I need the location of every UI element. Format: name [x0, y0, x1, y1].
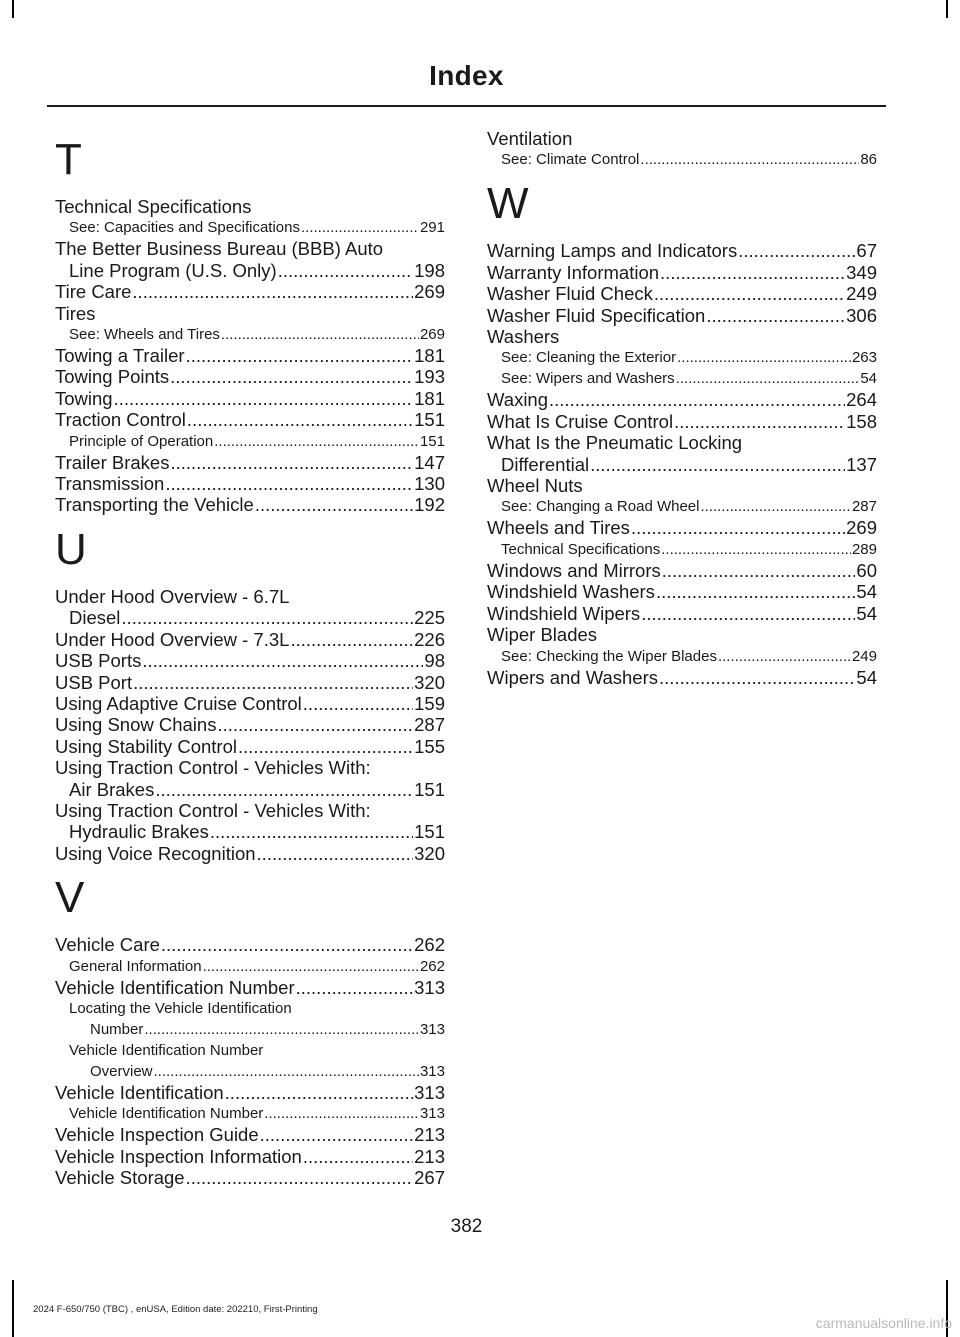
crop-mark-top-right — [946, 0, 948, 18]
page-ref[interactable]: 349 — [846, 261, 877, 283]
entry-text: Vehicle Inspection Information — [55, 1145, 302, 1167]
entry-first-line: What Is the Pneumatic Locking — [487, 432, 743, 454]
index-entry[interactable] — [487, 560, 877, 581]
index-entry[interactable] — [55, 388, 445, 409]
index-entry[interactable] — [55, 714, 445, 735]
page-ref[interactable]: 262 — [414, 934, 445, 956]
entry-line — [55, 409, 445, 430]
section-letter: W — [487, 179, 529, 229]
index-subentry[interactable] — [55, 998, 445, 1040]
dot-leader — [221, 324, 419, 345]
dot-leader — [165, 473, 413, 494]
index-subentry[interactable] — [487, 539, 877, 560]
crop-mark-top-left — [12, 0, 14, 18]
entry-text: Warranty Information — [487, 261, 660, 283]
title-rule — [47, 105, 886, 107]
index-entry[interactable] — [487, 603, 877, 624]
entry-line — [69, 431, 445, 452]
entry-text: Tires — [55, 302, 96, 324]
entry-line — [55, 736, 445, 757]
index-entry[interactable] — [487, 475, 877, 496]
entry-first-line: Using Traction Control - Vehicles With: — [55, 757, 371, 779]
index-entry[interactable] — [487, 624, 877, 645]
index-entry[interactable] — [487, 667, 877, 688]
dot-leader — [225, 1082, 413, 1103]
dot-leader — [290, 629, 413, 650]
entry-line — [55, 345, 445, 366]
entry-text: Vehicle Identification Number — [69, 1105, 264, 1123]
page-ref[interactable]: 313 — [419, 1105, 445, 1123]
entry-text: USB Port — [55, 671, 133, 693]
index-entry[interactable] — [55, 1146, 445, 1167]
entry-text: Washer Fluid Check — [487, 283, 653, 305]
page-ref[interactable]: 193 — [414, 366, 445, 388]
entry-line — [487, 560, 877, 581]
entry-line — [487, 283, 877, 304]
index-entry[interactable] — [487, 517, 877, 538]
index-entry[interactable] — [487, 305, 877, 326]
page-ref[interactable]: 158 — [846, 410, 877, 432]
dot-leader — [677, 347, 851, 368]
entry-line — [55, 452, 445, 473]
index-entry[interactable] — [55, 473, 445, 494]
index-entry[interactable] — [55, 409, 445, 430]
entry-line — [487, 581, 877, 602]
index-entry[interactable] — [55, 281, 445, 302]
index-subentry[interactable] — [487, 646, 877, 667]
page-ref[interactable]: 155 — [414, 735, 445, 757]
dot-leader — [674, 411, 845, 432]
entry-text: Warning Lamps and Indicators — [487, 240, 738, 262]
page-ref[interactable]: 98 — [424, 650, 445, 672]
index-entry[interactable] — [55, 238, 445, 281]
entry-line — [487, 262, 877, 283]
dot-leader — [676, 368, 860, 389]
index-entry[interactable] — [55, 366, 445, 387]
entry-text: Air Brakes — [69, 778, 155, 800]
page-ref[interactable]: 198 — [414, 259, 445, 281]
page-ref[interactable]: 306 — [846, 304, 877, 326]
index-entry[interactable] — [55, 757, 445, 800]
entry-text: Number — [90, 1020, 144, 1038]
page-ref[interactable]: 151 — [419, 432, 445, 450]
index-entry[interactable] — [55, 843, 445, 864]
entry-line — [55, 779, 445, 800]
index-subentry[interactable] — [487, 347, 877, 368]
entry-line — [55, 934, 445, 955]
entry-text: Hydraulic Brakes — [69, 821, 209, 843]
entry-line — [487, 517, 877, 538]
index-entry[interactable] — [55, 345, 445, 366]
dot-leader — [738, 240, 855, 261]
dot-leader — [549, 389, 845, 410]
page-ref[interactable]: 320 — [414, 842, 445, 864]
entry-line — [487, 624, 877, 645]
dot-leader — [303, 1146, 413, 1167]
entry-text: Towing a Trailer — [55, 345, 185, 367]
index-entry[interactable] — [55, 1124, 445, 1145]
dot-leader — [296, 977, 414, 998]
entry-line — [55, 473, 445, 494]
dot-leader — [661, 539, 851, 560]
dot-leader — [161, 934, 413, 955]
page-ref[interactable]: 159 — [414, 692, 445, 714]
page-ref[interactable]: 192 — [414, 494, 445, 516]
index-subentry[interactable] — [487, 149, 877, 170]
index-entry[interactable] — [487, 326, 877, 347]
dot-leader — [264, 1103, 419, 1124]
dot-leader — [260, 1124, 413, 1145]
page-ref[interactable]: 320 — [414, 671, 445, 693]
entry-first-line: The Better Business Bureau (BBB) Auto — [55, 238, 384, 260]
page-ref[interactable]: 130 — [414, 473, 445, 495]
index-entry[interactable] — [55, 1167, 445, 1188]
entry-text: Traction Control — [55, 409, 186, 431]
dot-leader — [659, 667, 855, 688]
index-subentry[interactable] — [55, 431, 445, 452]
entry-line — [55, 366, 445, 387]
page-ref[interactable]: 291 — [419, 219, 445, 237]
index-entry[interactable] — [55, 693, 445, 714]
index-entry[interactable] — [487, 240, 877, 261]
entry-text: Using Adaptive Cruise Control — [55, 692, 302, 714]
entry-text: Tire Care — [55, 281, 132, 303]
page-ref[interactable]: 269 — [414, 281, 445, 303]
index-entry[interactable] — [487, 262, 877, 283]
entry-text: What Is Cruise Control — [487, 410, 674, 432]
index-entry[interactable] — [55, 934, 445, 955]
entry-line — [487, 326, 877, 347]
dot-leader — [114, 388, 414, 409]
page-ref[interactable]: 213 — [414, 1145, 445, 1167]
index-entry[interactable] — [55, 736, 445, 757]
dot-leader — [155, 779, 413, 800]
entry-text: Wheel Nuts — [487, 475, 583, 497]
page-ref[interactable]: 262 — [419, 957, 445, 975]
edition-footer: 2024 F-650/750 (TBC) , enUSA, Edition date: 202210, First-Printing — [33, 1304, 318, 1315]
entry-text: Using Voice Recognition — [55, 842, 256, 864]
index-entry[interactable] — [55, 586, 445, 629]
index-entry[interactable] — [55, 494, 445, 515]
entry-text: See: Wheels and Tires — [69, 326, 220, 344]
entry-line — [69, 1019, 445, 1040]
entry-text: Technical Specifications — [55, 196, 252, 217]
entry-line — [501, 368, 877, 389]
entry-first-line: Vehicle Identification Number — [69, 1041, 264, 1059]
entry-line — [55, 196, 445, 217]
entry-line — [55, 303, 445, 324]
dot-leader — [133, 672, 413, 693]
dot-leader — [700, 496, 851, 517]
dot-leader — [660, 262, 845, 283]
page-title: Index — [429, 60, 504, 91]
index-entry[interactable] — [55, 800, 445, 843]
dot-leader — [214, 431, 419, 452]
entry-text: Waxing — [487, 389, 549, 411]
dot-leader — [154, 1061, 419, 1082]
entry-line — [487, 240, 877, 261]
entry-text: Windows and Mirrors — [487, 559, 661, 581]
page-ref[interactable]: 67 — [856, 240, 877, 262]
page-ref[interactable]: 269 — [419, 326, 445, 344]
index-entry[interactable] — [55, 977, 445, 998]
index-entry[interactable] — [487, 389, 877, 410]
index-entry[interactable] — [487, 411, 877, 432]
entry-line — [487, 305, 877, 326]
entry-text: Overview — [90, 1062, 153, 1080]
entry-line — [55, 650, 445, 671]
entry-text: See: Cleaning the Exterior — [501, 349, 677, 367]
entry-line — [501, 646, 877, 667]
page-ref[interactable]: 151 — [414, 778, 445, 800]
entry-text: Windshield Washers — [487, 581, 655, 603]
dot-leader — [186, 1167, 414, 1188]
dot-leader — [662, 560, 856, 581]
entry-line — [55, 388, 445, 409]
dot-leader — [718, 646, 851, 667]
entry-line — [69, 324, 445, 345]
dot-leader — [187, 409, 413, 430]
entry-line — [69, 1103, 445, 1124]
dot-leader — [142, 650, 423, 671]
page-ref[interactable]: 263 — [851, 349, 877, 367]
entry-text: Technical Specifications — [501, 540, 661, 558]
index-subentry[interactable] — [55, 217, 445, 238]
entry-line — [55, 260, 445, 281]
index-entry[interactable] — [55, 452, 445, 473]
page-ref[interactable]: 267 — [414, 1167, 445, 1189]
dot-leader — [217, 714, 413, 735]
index-subentry[interactable] — [487, 496, 877, 517]
entry-text: Transmission — [55, 473, 165, 495]
page-ref[interactable]: 313 — [414, 976, 445, 998]
dot-leader — [238, 736, 413, 757]
entry-line — [55, 693, 445, 714]
dot-leader — [210, 821, 413, 842]
page-ref[interactable]: 181 — [414, 345, 445, 367]
entry-line — [55, 629, 445, 650]
entry-line — [501, 149, 877, 170]
page-ref[interactable]: 137 — [846, 453, 877, 475]
entry-text: Vehicle Identification Number — [55, 976, 295, 998]
dot-leader — [656, 581, 855, 602]
entry-first-line: Locating the Vehicle Identification — [69, 999, 292, 1017]
entry-text: Vehicle Inspection Guide — [55, 1124, 259, 1146]
entry-line — [55, 1124, 445, 1145]
entry-text: Wiper Blades — [487, 624, 598, 646]
entry-text: Trailer Brakes — [55, 451, 170, 473]
index-entry[interactable] — [55, 1082, 445, 1103]
entry-line — [55, 1082, 445, 1103]
entry-line — [55, 977, 445, 998]
page-ref[interactable]: 287 — [851, 498, 877, 516]
entry-line — [69, 1061, 445, 1082]
entry-text: Vehicle Care — [55, 934, 160, 956]
dot-leader — [170, 366, 413, 387]
entry-text: Transporting the Vehicle — [55, 494, 254, 516]
entry-first-line: Under Hood Overview - 6.7L — [55, 585, 290, 607]
dot-leader — [641, 603, 855, 624]
entry-line — [55, 1146, 445, 1167]
page-ref[interactable]: 249 — [851, 647, 877, 665]
dot-leader — [303, 693, 413, 714]
entry-text: See: Wipers and Washers — [501, 370, 675, 388]
page-ref[interactable]: 147 — [414, 451, 445, 473]
dot-leader — [186, 345, 414, 366]
index-subentry[interactable] — [55, 324, 445, 345]
entry-text: Washer Fluid Specification — [487, 304, 706, 326]
entry-line — [487, 411, 877, 432]
dot-leader — [706, 305, 845, 326]
index-entry[interactable] — [55, 672, 445, 693]
dot-leader — [631, 517, 845, 538]
page-ref[interactable]: 313 — [419, 1020, 445, 1038]
entry-line — [487, 389, 877, 410]
entry-text: Differential — [501, 453, 590, 475]
dot-leader — [301, 217, 419, 238]
page-ref[interactable]: 225 — [414, 607, 445, 629]
entry-text: Wheels and Tires — [487, 517, 630, 539]
entry-line — [501, 539, 877, 560]
page-ref[interactable]: 213 — [414, 1124, 445, 1146]
page-ref[interactable]: 86 — [860, 151, 877, 169]
page-ref[interactable]: 151 — [414, 821, 445, 843]
entry-line — [487, 128, 877, 149]
page-ref[interactable]: 264 — [846, 389, 877, 411]
index-column-right — [487, 128, 877, 688]
entry-line — [55, 281, 445, 302]
entry-text: Diesel — [69, 607, 121, 629]
entry-text: Vehicle Identification — [55, 1081, 224, 1103]
index-column-left — [55, 128, 445, 1189]
entry-text: Wipers and Washers — [487, 666, 659, 688]
page-ref[interactable]: 54 — [856, 581, 877, 603]
entry-text: Principle of Operation — [69, 432, 214, 450]
entry-text: USB Ports — [55, 650, 142, 672]
dot-leader — [255, 494, 413, 515]
entry-text: Under Hood Overview - 7.3L — [55, 628, 290, 650]
entry-line — [55, 1167, 445, 1188]
entry-text: See: Climate Control — [501, 151, 640, 169]
dot-leader — [132, 281, 413, 302]
entry-line — [55, 714, 445, 735]
entry-line — [487, 454, 877, 475]
entry-line — [487, 667, 877, 688]
page-ref[interactable]: 181 — [414, 387, 445, 409]
dot-leader — [654, 283, 845, 304]
entry-line — [69, 956, 445, 977]
entry-line — [55, 821, 445, 842]
page-ref[interactable]: 249 — [846, 283, 877, 305]
index-entry[interactable] — [487, 581, 877, 602]
entry-line — [487, 475, 877, 496]
dot-leader — [640, 149, 859, 170]
entry-line — [55, 494, 445, 515]
index-entry[interactable] — [55, 196, 445, 217]
entry-text: Ventilation — [487, 128, 573, 149]
page-ref[interactable]: 269 — [846, 517, 877, 539]
index-subentry[interactable] — [55, 1040, 445, 1082]
entry-text: Windshield Wipers — [487, 602, 641, 624]
section-letter: U — [55, 524, 87, 574]
page-ref[interactable]: 54 — [856, 666, 877, 688]
section-letter: V — [55, 873, 85, 923]
index-entry[interactable] — [55, 303, 445, 324]
page-ref[interactable]: 60 — [856, 559, 877, 581]
index-entry[interactable] — [487, 432, 877, 475]
entry-line — [487, 603, 877, 624]
entry-text: Vehicle Storage — [55, 1167, 185, 1189]
index-entry[interactable] — [487, 128, 877, 149]
entry-text: See: Changing a Road Wheel — [501, 498, 700, 516]
entry-text: Using Stability Control — [55, 735, 237, 757]
crop-mark-bottom-left — [12, 1280, 14, 1337]
section-letter: T — [55, 135, 82, 184]
entry-text: Washers — [487, 326, 560, 348]
page-number: 382 — [450, 1216, 483, 1237]
entry-line — [501, 496, 877, 517]
entry-text: See: Capacities and Specifications — [69, 219, 300, 237]
entry-line — [55, 672, 445, 693]
page-ref[interactable]: 289 — [851, 540, 877, 558]
entry-line — [55, 607, 445, 628]
index-entry[interactable] — [55, 650, 445, 671]
page-ref[interactable]: 313 — [414, 1081, 445, 1103]
entry-line — [69, 217, 445, 238]
index-entry[interactable] — [55, 629, 445, 650]
entry-first-line: Using Traction Control - Vehicles With: — [55, 799, 371, 821]
index-subentry[interactable] — [55, 956, 445, 977]
entry-text: Using Snow Chains — [55, 714, 217, 736]
page-ref[interactable]: 287 — [414, 714, 445, 736]
dot-leader — [170, 452, 413, 473]
entry-text: See: Checking the Wiper Blades — [501, 647, 717, 665]
entry-text: Line Program (U.S. Only) — [69, 259, 277, 281]
page-ref[interactable]: 313 — [419, 1062, 445, 1080]
index-subentry[interactable] — [487, 368, 877, 389]
dot-leader — [203, 956, 419, 977]
dot-leader — [121, 607, 413, 628]
page-ref[interactable]: 226 — [414, 628, 445, 650]
entry-text: General Information — [69, 957, 202, 975]
page-ref[interactable]: 151 — [414, 409, 445, 431]
dot-leader — [257, 843, 414, 864]
entry-text: Towing Points — [55, 366, 170, 388]
dot-leader — [144, 1019, 419, 1040]
page-ref[interactable]: 54 — [856, 602, 877, 624]
entry-line — [55, 843, 445, 864]
page-ref[interactable]: 54 — [860, 370, 877, 388]
dot-leader — [278, 260, 413, 281]
index-entry[interactable] — [487, 283, 877, 304]
entry-text: Towing — [55, 387, 113, 409]
dot-leader — [590, 454, 845, 475]
watermark: carmanualsonline.info — [815, 1315, 952, 1331]
entry-line — [501, 347, 877, 368]
index-subentry[interactable] — [55, 1103, 445, 1124]
